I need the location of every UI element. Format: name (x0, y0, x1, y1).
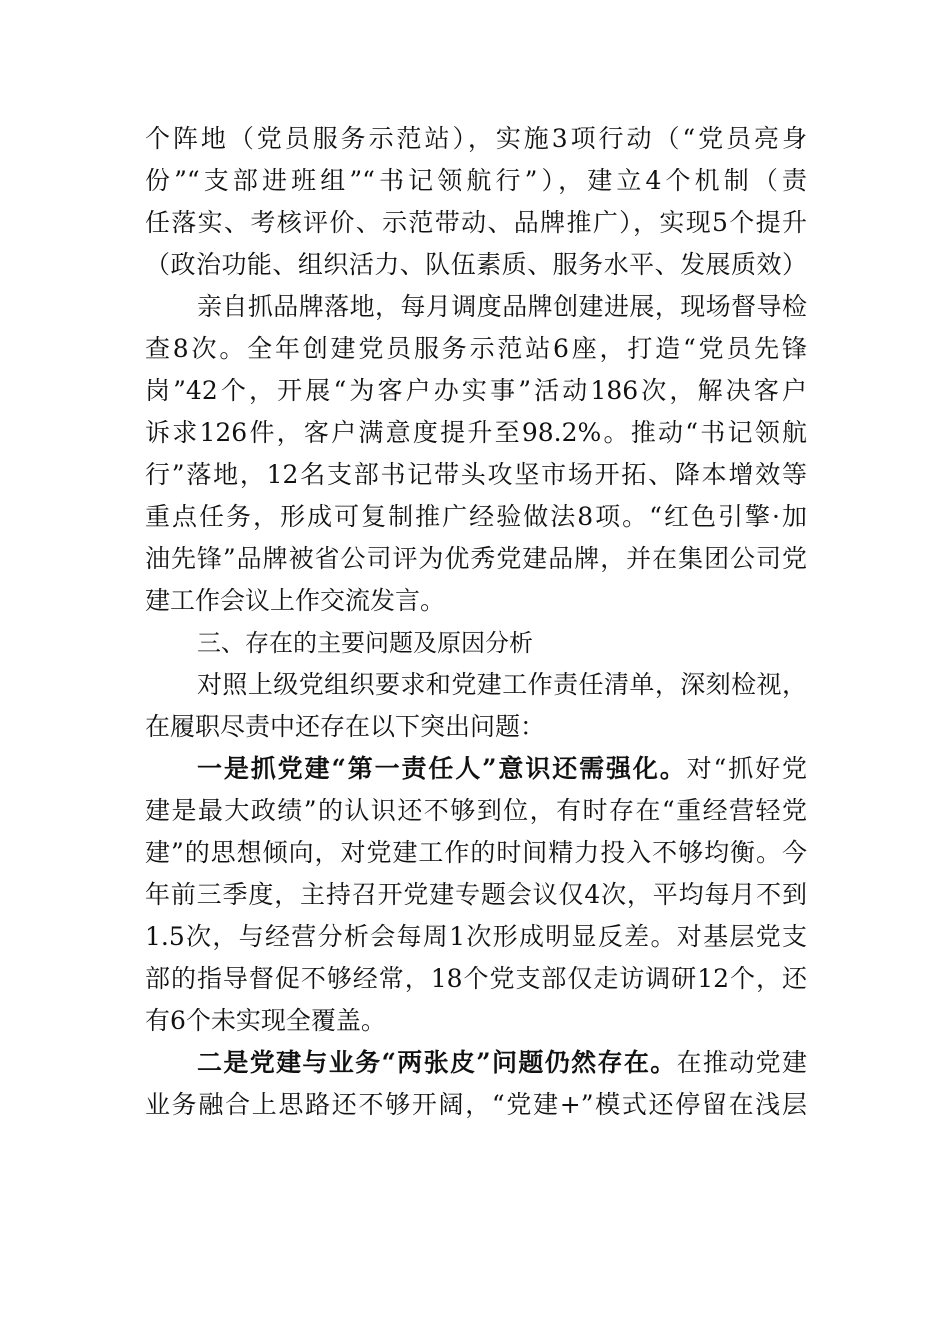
issue-one-paragraph (145, 748, 807, 1042)
text-line: 年前三季度，主持召开党建专题会议仅4次，平均每月不到 (145, 880, 807, 909)
text-line: 查8次。全年创建党员服务示范站6座，打造“党员先锋 (145, 334, 807, 363)
text-line: 岗”42个，开展“为客户办实事”活动186次，解决客户 (145, 376, 807, 405)
issue-two-lead: 二是党建与业务“两张皮”问题仍然存在。 (197, 1048, 677, 1077)
text-line: 建工作会议上作交流发言。 (145, 586, 446, 615)
text-line: 油先锋”品牌被省公司评为优秀党建品牌，并在集团公司党 (145, 544, 807, 573)
text-line: 任落实、考核评价、示范带动、品牌推广），实现5个提升 (145, 208, 807, 237)
text-line: （政治功能、组织活力、队伍素质、服务水平、发展质效） (145, 250, 807, 279)
paragraph-intro (145, 664, 807, 748)
text-line: 建是最大政绩”的认识还不够到位，有时存在“重经营轻党 (145, 796, 807, 825)
text-line: 份”“支部进班组”“书记领航行”），建立4个机制（责 (145, 166, 807, 195)
issue-two-first-line-rest: 在推动党建 (676, 1048, 807, 1077)
text-line: 对照上级党组织要求和党建工作责任清单，深刻检视， (197, 670, 807, 699)
text-line: 重点任务，形成可复制推广经验做法8项。“红色引擎·加 (145, 502, 807, 531)
text-line (145, 1042, 807, 1084)
text-line: 诉求126件，客户满意度提升至98.2%。推动“书记领航 (145, 418, 807, 447)
section-heading: 三、存在的主要问题及原因分析 (197, 629, 533, 657)
issue-one-lead: 一是抓党建“第一责任人”意识还需强化。 (197, 754, 687, 783)
issue-two-paragraph (145, 1042, 807, 1126)
paragraph-brand (145, 286, 807, 622)
issue-one-first-line-rest: 对“抓好党 (686, 754, 807, 783)
text-line: 1.5次，与经营分析会每周1次形成明显反差。对基层党支 (145, 922, 807, 951)
document-body (145, 118, 807, 1126)
text-line: 亲自抓品牌落地，每月调度品牌创建进展，现场督导检 (197, 292, 807, 321)
text-line: 部的指导督促不够经常，18个党支部仅走访调研12个，还 (145, 964, 807, 993)
text-line: 建”的思想倾向，对党建工作的时间精力投入不够均衡。今 (145, 838, 807, 867)
text-line: 个阵地（党员服务示范站），实施3项行动（“党员亮身 (145, 124, 807, 153)
text-line (145, 748, 807, 790)
continued-paragraph (145, 118, 807, 286)
text-line: 有6个未实现全覆盖。 (145, 1006, 386, 1035)
text-line: 行”落地，12名支部书记带头攻坚市场开拓、降本增效等 (145, 460, 807, 489)
text-line: 在履职尽责中还存在以下突出问题： (145, 712, 546, 741)
text-line: 业务融合上思路还不够开阔，“党建+”模式还停留在浅层 (145, 1090, 807, 1119)
